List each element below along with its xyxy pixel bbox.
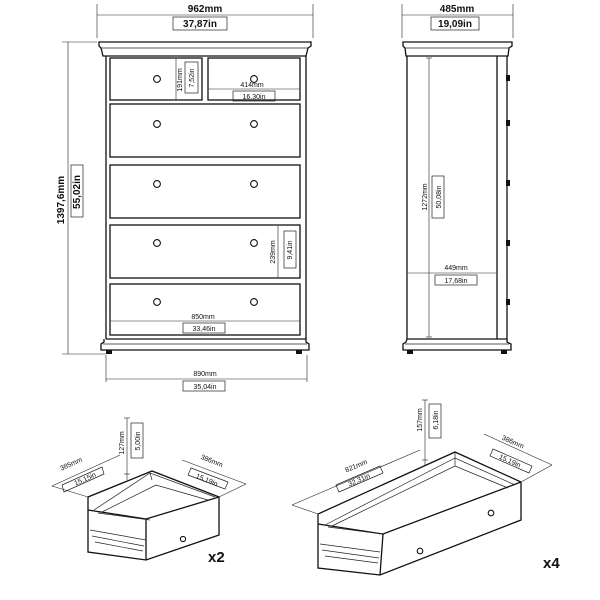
small-d-mm: 386mm (199, 453, 224, 470)
small-h-mm: 127mm (119, 431, 126, 455)
knob-icon (251, 299, 258, 306)
knob-icon (154, 240, 161, 247)
large-w-mm: 821mm (344, 458, 369, 475)
small-w-in: 15,15in (73, 471, 98, 488)
height-in-label: 55,02in (72, 175, 83, 209)
inner-d-in: 17,68in (444, 278, 468, 285)
large-drawer-h-in: 9,41in (287, 240, 294, 260)
large-w-in: 32,31in (347, 472, 372, 489)
side-view (402, 4, 513, 354)
small-drawer-detail (52, 418, 246, 566)
small-drawer-h-in: 7,52in (189, 68, 196, 88)
small-drawer-w-in: 16,30in (242, 94, 266, 101)
large-d-mm: 386mm (500, 434, 525, 451)
large-drawer-1 (110, 104, 300, 157)
small-h-in: 5,00in (135, 431, 142, 451)
knob-icon (417, 548, 423, 554)
large-drawer-w-in: 33,46in (192, 326, 216, 333)
small-w-mm: 385mm (59, 456, 84, 473)
inner-d-mm: 449mm (444, 265, 468, 272)
knob-icon (154, 76, 161, 83)
large-drawer-detail (292, 400, 560, 575)
knob-icon (154, 121, 161, 128)
small-drawer-h-mm: 191mm (177, 68, 184, 92)
width-in-label: 37,87in (183, 19, 217, 30)
knob-icon (154, 299, 161, 306)
large-drawer-h-mm: 239mm (270, 240, 277, 264)
front-view (56, 4, 313, 391)
width-mm-label: 962mm (187, 4, 223, 15)
knob-icon (154, 181, 161, 188)
inner-h-mm: 1272mm (422, 183, 429, 211)
height-mm-label: 1397,6mm (56, 175, 67, 225)
knob-icon (251, 240, 258, 247)
knob-icon (251, 181, 258, 188)
top-cornice (99, 42, 311, 56)
large-h-mm: 157mm (417, 408, 424, 432)
knob-icon (180, 536, 185, 541)
large-drawer-w-mm: 850mm (191, 314, 215, 321)
plinth (101, 339, 309, 350)
small-drawer-w-mm: 414mm (240, 82, 264, 89)
depth-in-label: 19,09in (438, 19, 472, 30)
small-drawer-quantity: x2 (208, 549, 225, 566)
large-drawer-2 (110, 165, 300, 218)
small-d-in: 15,19in (194, 473, 219, 489)
inner-h-in: 50,08in (436, 185, 443, 209)
knob-icon (488, 510, 494, 516)
base-w-in: 35,04in (193, 384, 217, 391)
knob-icon (251, 121, 258, 128)
large-drawer-quantity: x4 (543, 555, 560, 572)
large-d-in: 15,19in (497, 453, 522, 470)
large-h-in: 6,18in (433, 410, 440, 430)
base-w-mm: 890mm (193, 371, 217, 378)
depth-mm-label: 485mm (439, 4, 475, 15)
